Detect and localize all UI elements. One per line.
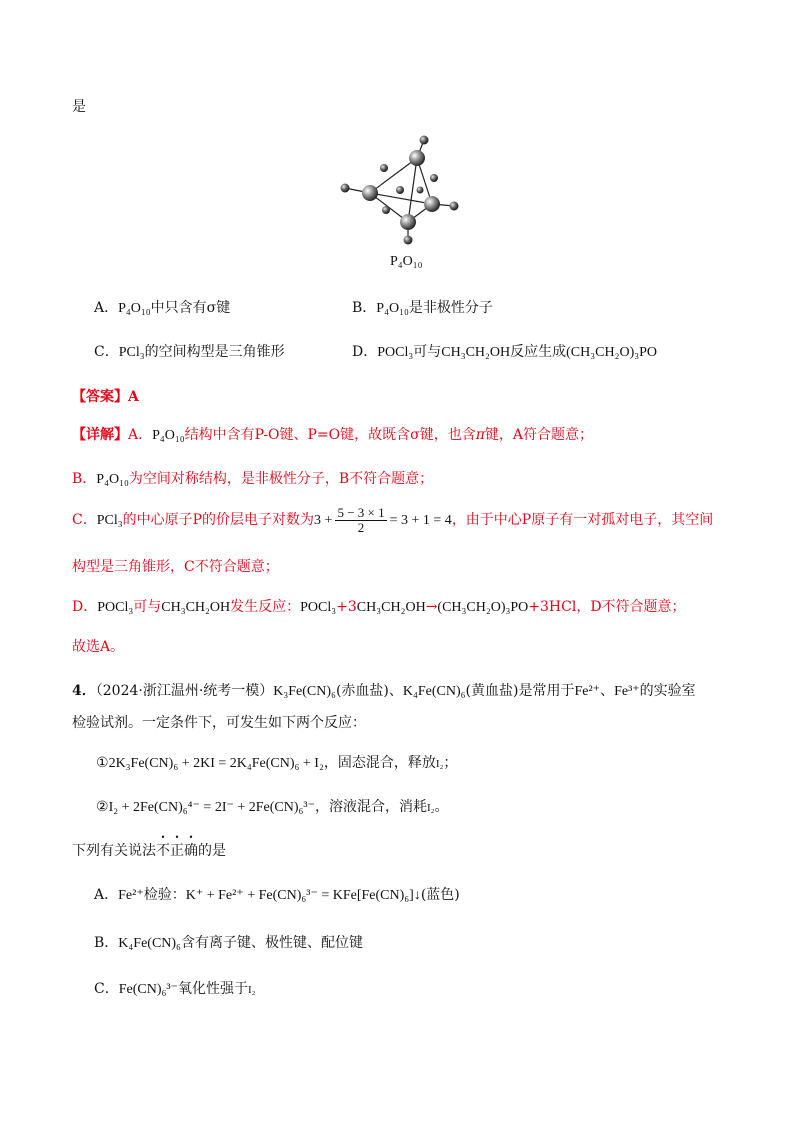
fraction: $\frac{5 - 3 \times 1}{2}$ bbox=[337, 505, 385, 536]
q4-reaction-2: ②I₂ + 2Fe(CN)₆⁴⁻ = 2I⁻ + 2Fe(CN)₆³⁻，溶液混合，消耗I₂。 bbox=[96, 799, 449, 815]
option-d[interactable]: D．POCl₃可与CH₃CH₂OH反应生成(CH₃CH₂O)₃PO bbox=[352, 344, 658, 360]
explain-final: 故选A。 bbox=[72, 639, 125, 655]
molecule-caption: P₄O₁₀ bbox=[390, 254, 423, 269]
top-text: 是 bbox=[72, 99, 86, 115]
q4-option-a[interactable]: A．Fe²⁺检验：K⁺ + Fe²⁺ + Fe(CN)₆³⁻ = KFe[Fe(CN)₆]↓(蓝色) bbox=[94, 887, 460, 903]
option-b[interactable]: B．P₄O₁₀是非极性分子 bbox=[352, 300, 493, 316]
valence-equation: 3 + $\frac{5 - 3 \times 1}{2}$ = 3 + 1 = 4 bbox=[314, 505, 452, 536]
q4-reaction-1: ①2K₃Fe(CN)₆ + 2KI = 2K₄Fe(CN)₆ + I₂，固态混合，释放I₂； bbox=[96, 755, 458, 771]
explain-d: D．POCl₃可与CH₃CH₂OH发生反应：POCl₃+3CH₃CH₂OH→(CH₃CH₂O)₃PO+3HCl，D不符合题意； bbox=[72, 599, 686, 615]
explain-a: 【详解】A．P₄O₁₀结构中含有P-O键、P=O键，故既含σ键，也含π键，A符合题意； bbox=[72, 427, 594, 443]
explain-b: B．P₄O₁₀为空间对称结构，是非极性分子，B不符合题意； bbox=[72, 471, 434, 487]
q4-ask: 下列有关说法不正确的是 bbox=[72, 843, 226, 859]
explain-c: C．PCl₃的中心原子P的价层电子对数为3 + $\frac{5 - 3 \times 1}{2}$ = 3 + 1 = 4，由于中心P原子有一对孤对电子，其空间 bbox=[72, 505, 714, 536]
answer-line: 【答案】A bbox=[72, 389, 139, 405]
q4-option-c[interactable]: C．Fe(CN)₆³⁻氧化性强于I₂ bbox=[94, 981, 256, 997]
explain-c-cont: 构型是三角锥形，C不符合题意； bbox=[72, 559, 279, 575]
q4-stem-line1: 4．（2024·浙江温州·统考一模）K₃Fe(CN)₆(赤血盐)、K₄Fe(CN)₆(黄血盐)是常用于Fe²⁺、Fe³⁺的实验室 bbox=[72, 683, 696, 699]
q4-option-b[interactable]: B．K₄Fe(CN)₆含有离子键、极性键、配位键 bbox=[94, 935, 363, 951]
q4-stem-line2: 检验试剂。一定条件下，可发生如下两个反应： bbox=[72, 715, 366, 731]
p4o10-molecule-diagram bbox=[330, 128, 470, 248]
option-c[interactable]: C．PCl₃的空间构型是三角锥形 bbox=[94, 344, 285, 360]
molecule-atoms bbox=[341, 136, 459, 245]
option-a[interactable]: A．P₄O₁₀中只含有σ键 bbox=[94, 300, 231, 316]
